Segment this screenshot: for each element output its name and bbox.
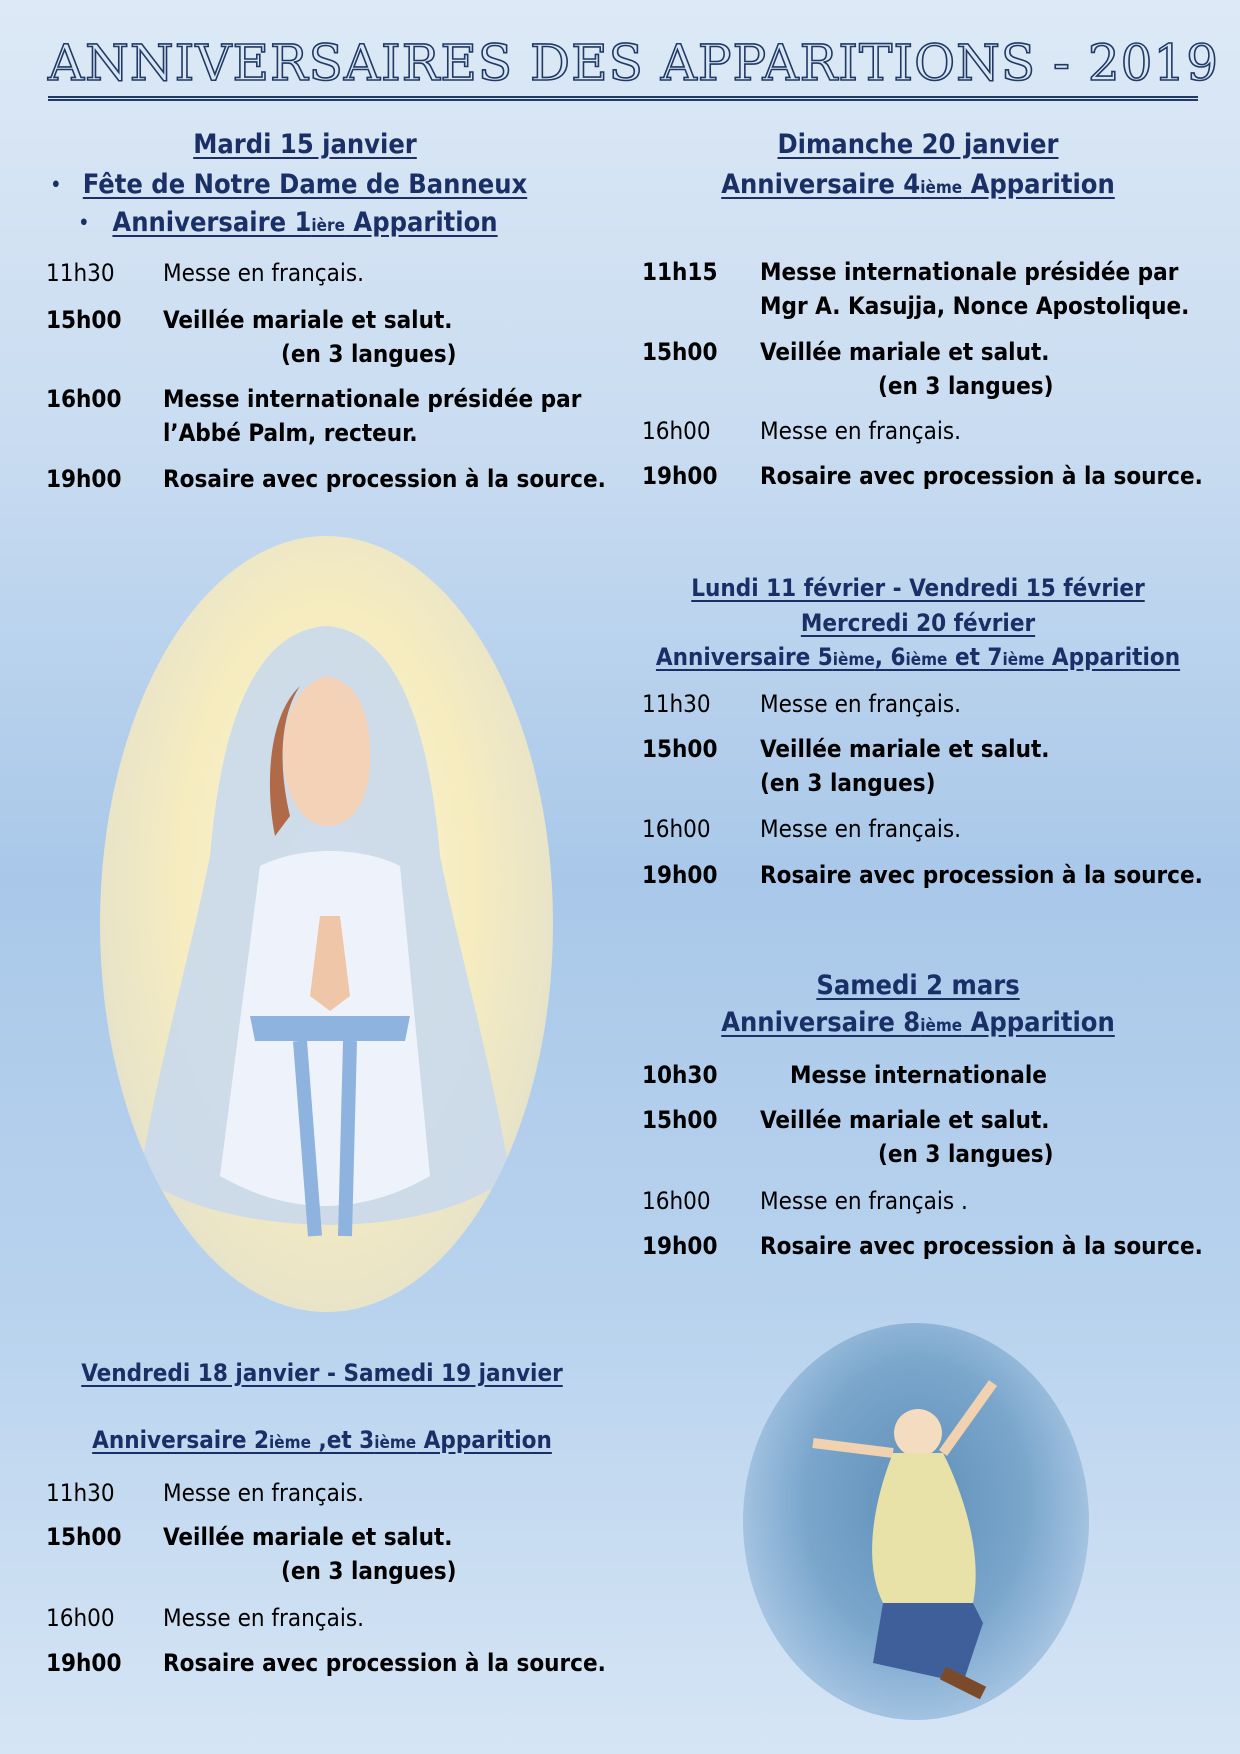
ordinal-suffix: ième [920,1016,963,1036]
heading-segment: Samedi 2 mars [816,970,1020,1001]
schedule-description: Veillée mariale et salut. [760,338,1050,366]
schedule-time: 15h00 [46,1523,122,1551]
schedule-time: 19h00 [46,465,122,493]
section-heading [112,207,497,238]
schedule-time: 19h00 [46,1649,122,1677]
ordinal-suffix: ième [269,1433,311,1453]
heading-segment: Anniversaire 2 [92,1426,270,1454]
schedule-time: 19h00 [642,861,718,889]
schedule-time: 16h00 [642,1187,711,1215]
schedule-description: Messe en français. [760,690,961,718]
heading-segment: Anniversaire 8 [721,1007,921,1038]
section-heading [801,609,1035,637]
heading-segment: Fête de Notre Dame de Banneux [82,169,528,200]
heading-text [193,129,417,160]
schedule-row [642,335,1202,405]
schedule-description: Rosaire avec procession à la source. [163,1649,606,1677]
schedule-time: 11h30 [46,1479,115,1507]
heading-segment: Apparition [962,169,1115,200]
schedule-row [642,255,1202,325]
heading-text [691,574,1144,602]
heading-text [816,970,1019,1001]
section-heading [656,643,1180,671]
schedule-description: l’Abbé Palm, recteur. [163,419,418,447]
heading-text [112,207,497,238]
schedule-row [46,382,606,452]
heading-segment: Dimanche 20 janvier [777,129,1059,160]
heading-segment: Anniversaire 5 [655,643,833,671]
heading-text [721,1007,1115,1038]
schedule-description: (en 3 langues) [281,340,457,368]
schedule-time: 19h00 [642,1232,718,1260]
schedule-description: (en 3 langues) [281,1557,457,1585]
schedule-row [642,732,1202,802]
page-title: ANNIVERSAIRES DES APPARITIONS - 2019 [48,34,1198,101]
section-heading [778,129,1059,160]
ordinal-suffix: ième [374,1433,417,1453]
heading-segment: Lundi 11 février - Vendredi 15 février [691,574,1145,602]
ordinal-suffix: ière [311,216,345,236]
schedule-description: Veillée mariale et salut. [163,306,453,334]
heading-segment: , 6 [874,643,906,671]
heading-segment: ,et 3 [310,1426,375,1454]
schedule-description: Messe en français. [163,259,364,287]
heading-text [721,169,1115,200]
schedule-description: Messe en français. [163,1604,364,1632]
heading-segment: Apparition [962,1007,1115,1038]
heading-segment: Apparition [1044,643,1181,671]
ordinal-suffix: ième [920,178,963,198]
heading-segment: Anniversaire 1 [112,207,312,238]
heading-segment: Anniversaire 4 [721,169,921,200]
heading-segment: Apparition [416,1426,552,1454]
heading-segment: Mercredi 20 février [800,609,1036,637]
virgin-mary-image [100,536,553,1312]
schedule-description: (en 3 langues) [878,372,1054,400]
schedule-row [642,858,1202,928]
kneeling-child-image [743,1323,1089,1720]
schedule-time: 16h00 [642,815,711,843]
section-heading [92,1426,552,1454]
schedule-description: Messe en français. [760,815,961,843]
section-heading [193,129,417,160]
schedule-description: Messe internationale présidée par [760,258,1179,286]
schedule-time: 16h00 [46,1604,115,1632]
bullet-icon: • [78,211,90,236]
heading-text [656,643,1180,671]
schedule-description: Mgr A. Kasujja, Nonce Apostolique. [760,292,1190,320]
schedule-description: Veillée mariale et salut. [163,1523,453,1551]
heading-text [92,1426,552,1454]
ordinal-suffix: ième [832,650,875,670]
schedule-description: Rosaire avec procession à la source. [163,465,606,493]
schedule-time: 15h00 [642,1106,718,1134]
schedule-description: Messe internationale [790,1061,1047,1089]
schedule-time: 19h00 [642,462,718,490]
heading-segment: Apparition [344,207,498,238]
section-heading [83,169,527,200]
schedule-time: 15h00 [46,306,122,334]
schedule-description: Messe internationale présidée par [163,385,582,413]
schedule-description: Messe en français. [760,417,961,445]
schedule-description: Rosaire avec procession à la source. [760,861,1203,889]
schedule-row [642,1103,1202,1173]
schedule-row [642,1229,1202,1299]
schedule-time: 10h30 [642,1061,718,1089]
schedule-description: Veillée mariale et salut. [760,1106,1050,1134]
section-heading [81,1359,563,1387]
section-heading [721,1007,1115,1038]
schedule-time: 15h00 [642,735,718,763]
schedule-description: Rosaire avec procession à la source. [760,1232,1203,1260]
section-heading [721,169,1115,200]
schedule-row [46,303,606,373]
schedule-row [46,1520,606,1590]
schedule-row [46,1646,606,1716]
heading-text [801,609,1035,637]
schedule-time: 15h00 [642,338,718,366]
section-heading [816,970,1019,1001]
ordinal-suffix: ième [905,650,948,670]
schedule-time: 11h30 [46,259,115,287]
heading-segment: Vendredi 18 janvier - Samedi 19 janvier [81,1359,563,1387]
schedule-description: Messe en français . [760,1187,968,1215]
heading-text [81,1359,563,1387]
schedule-description: Veillée mariale et salut. [760,735,1050,763]
ordinal-suffix: ième [1002,650,1045,670]
heading-segment: et 7 [947,643,1003,671]
schedule-time: 11h30 [642,690,711,718]
heading-text [83,169,527,200]
section-heading [691,574,1144,602]
schedule-row [46,462,606,532]
heading-text [778,129,1059,160]
schedule-description: (en 3 langues) [760,769,936,797]
bullet-icon: • [50,173,62,198]
schedule-row [642,459,1202,529]
schedule-description: Rosaire avec procession à la source. [760,462,1203,490]
heading-segment: Mardi 15 janvier [193,129,417,160]
schedule-time: 11h15 [642,258,718,286]
schedule-time: 16h00 [642,417,711,445]
schedule-description: Messe en français. [163,1479,364,1507]
schedule-time: 16h00 [46,385,122,413]
schedule-description: (en 3 langues) [878,1140,1054,1168]
